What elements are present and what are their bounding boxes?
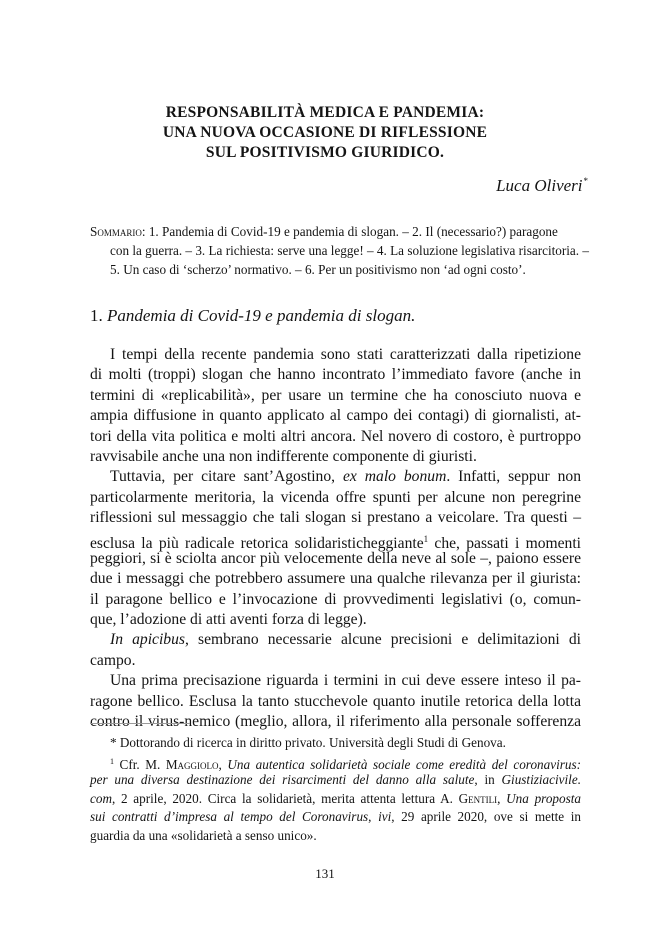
footnote-divider [90, 723, 190, 724]
text-line: due i messaggi che potrebbero assumere una qualche rilevanza per il giurista: [90, 570, 581, 588]
footnote-mark: 1 [110, 756, 114, 766]
footnote-line: com, 2 aprile, 2020. Circa la solidarietà, merita attenta lettura A. Gentili, Una proposta [90, 790, 581, 806]
author-name: Luca Oliveri [496, 176, 583, 195]
article-title [60, 103, 590, 163]
summary-line: con la guerra. – 3. La richiesta: serve una legge! – 4. La soluzione legislativa risarcitoria. – [110, 243, 589, 258]
title-line: SUL POSITIVISMO GIURIDICO. [205, 144, 445, 161]
text-line: di molti (troppi) slogan che hanno incontrato l’immediato favore (anche in [90, 366, 581, 384]
footnote-line: sui contratti d’impresa al tempo del Coronavirus, ivi, 29 aprile 2020, ove si mette in [90, 809, 582, 825]
footnote-ref[interactable]: 1 [423, 533, 429, 544]
text-line: que, l’adozione di atti aventi forza di legge). [90, 611, 367, 629]
text-line: peggiori, si è sciolta ancor più velocemente della neve al sole –, paiono essere [90, 549, 581, 567]
text-line: il paragone bellico e l’invocazione di provvedimenti legislativi (o, comun- [90, 590, 581, 608]
text-line: ravvisabile anche una non indifferente componente di giuristi. [90, 447, 477, 465]
title-line: RESPONSABILITÀ MEDICA E PANDEMIA: [165, 104, 485, 121]
text-line: termini di «replicabilità», per usare un termine che ha conosciuto nuova e [90, 386, 581, 404]
text-line: campo. [90, 651, 136, 669]
footnote-author: * Dottorando di ricerca in diritto privato. Università degli Studi di Genova. [110, 735, 506, 750]
text-line: ragone bellico. Esclusa la tanto stucchevole quanto inutile retorica della lotta [90, 692, 581, 710]
text-line: Tuttavia, per citare sant’Agostino, ex malo bonum. Infatti, seppur non [110, 468, 582, 486]
title-line: UNA NUOVA OCCASIONE DI RIFLESSIONE [162, 124, 488, 141]
text-line: I tempi della recente pandemia sono stati caratterizzati dalla ripetizione [110, 346, 581, 363]
author-footnote-mark[interactable]: * [583, 176, 588, 186]
summary-line: 5. Un caso di ‘scherzo’ normativo. – 6. Per un positivismo non ‘ad ogni costo’. [110, 262, 526, 277]
text-line: ampia diffusione in quanto applicato al campo dei contagi) di giornalisti, at- [90, 407, 581, 425]
footnote-line: per una diversa destinazione dei risarcimenti del danno alla salute, in Giustiziacivile. [90, 772, 581, 788]
text-line: In apicibus, sembrano necessarie alcune precisioni e delimitazioni di [110, 631, 581, 649]
author [496, 176, 588, 196]
text-line: tori della vita politica e molti altri ancora. Nel novero di costoro, è purtroppo [90, 427, 581, 445]
footnote-line: $^1$ Cfr. M. Maggiolo, Una autentica solidarietà sociale come eredità del coronavirus: [110, 756, 581, 772]
body-text [90, 345, 581, 732]
text-line: contro il virus-nemico (meglio, allora, il riferimento alla personale sofferenza [90, 713, 581, 731]
section-title: Pandemia di Covid-19 e pandemia di slogan. [107, 306, 416, 325]
section-number: 1. [90, 306, 103, 325]
summary-line: Sommario: 1. Pandemia di Covid-19 e pandemia di slogan. – 2. Il (necessario?) paragone [90, 224, 558, 239]
summary [90, 222, 589, 279]
footnotes [90, 734, 581, 846]
text-line: riflessioni sul messaggio che tali slogan si prestano a veicolare. Tra questi – [90, 509, 581, 527]
text-line: esclusa la più radicale retorica solidaristicheggiante$^1$ che, passati i momenti [90, 533, 582, 552]
text-line: Una prima precisazione riguarda i termini in cui deve essere inteso il pa- [110, 672, 581, 690]
page-number: 131 [315, 866, 335, 881]
summary-label: Sommario: [90, 224, 146, 239]
text-line: particolarmente meritoria, la vicenda offre spunti per alcune non peregrine [90, 488, 581, 506]
section-heading [90, 306, 415, 326]
footnote-line: guardia da una «solidarietà a senso unico». [90, 827, 317, 843]
